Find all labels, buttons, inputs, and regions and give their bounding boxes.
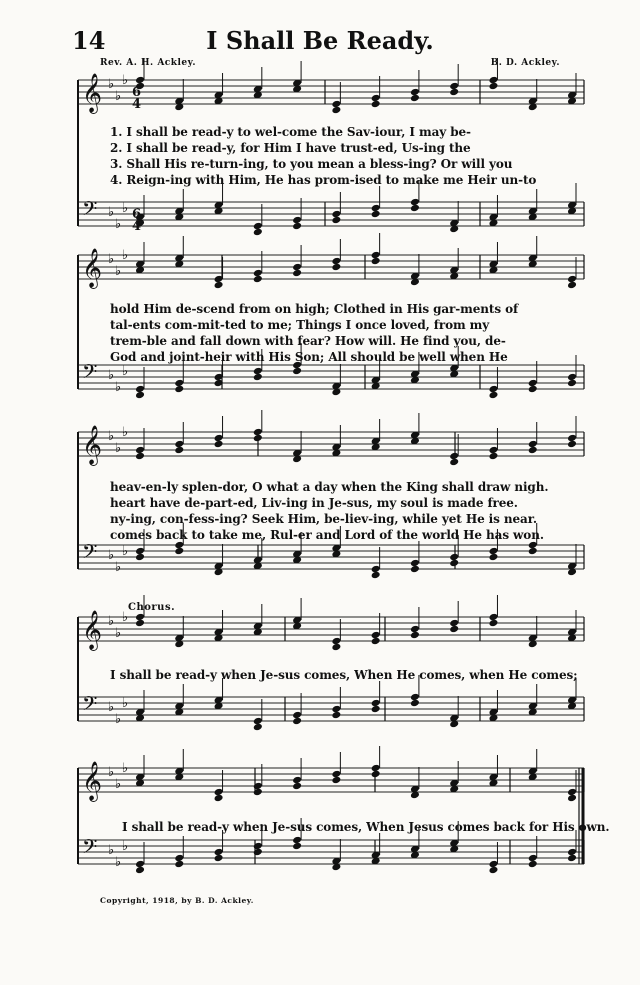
flat-icon: ♭ (115, 441, 122, 456)
treble-clef-icon: 𝄞 (82, 610, 103, 650)
flat-icon: ♭ (122, 425, 129, 440)
note-head (567, 794, 577, 803)
flat-icon: ♭ (115, 626, 122, 641)
lyric-line: 4. Reign-ing with Him, He has prom-ised to make me Heir un-to (110, 173, 537, 187)
flat-icon: ♭ (115, 855, 122, 870)
note-head (488, 619, 498, 628)
flat-icon: ♭ (108, 205, 115, 220)
bass-clef-icon: 𝄢 (82, 692, 98, 720)
note-head (214, 281, 224, 290)
flat-icon: ♭ (122, 696, 129, 711)
lyric-line: 3. Shall His re-turn-ing, to you mean a bless-ing? Or will you (110, 157, 513, 171)
note-head (410, 565, 420, 574)
note-head (292, 269, 302, 278)
flat-icon: ♭ (115, 560, 122, 575)
lyric-line: ny-ing, con-fess-ing? Seek Him, be-liev-ing, while yet He is near. (110, 512, 537, 526)
treble-clef-icon: 𝄞 (82, 761, 103, 801)
note-head (174, 385, 184, 394)
flat-icon: ♭ (108, 700, 115, 715)
note-head (371, 770, 381, 779)
flat-icon: ♭ (115, 217, 122, 232)
flat-icon: ♭ (122, 761, 129, 776)
time-signature: 4 (132, 219, 142, 234)
lyric-line: God and joint-heir with His Son; All should be well when He (110, 350, 508, 364)
flat-icon: ♭ (108, 614, 115, 629)
flat-icon: ♭ (108, 77, 115, 92)
bass-clef-icon: 𝄢 (82, 197, 98, 225)
note-head (488, 866, 498, 875)
time-signature: 6 (132, 207, 142, 222)
note-head (292, 717, 302, 726)
flat-icon: ♭ (115, 712, 122, 727)
flat-icon: ♭ (108, 368, 115, 383)
note-head (135, 452, 145, 461)
note-head (174, 547, 184, 556)
note-head (292, 222, 302, 231)
note-head (135, 391, 145, 400)
flat-icon: ♭ (115, 777, 122, 792)
lyric-line: comes back to take me, Rul-er and Lord of the world He has won. (110, 528, 544, 542)
flat-icon: ♭ (115, 380, 122, 395)
note-head (253, 228, 263, 237)
note-head (253, 275, 263, 284)
lyric-line: trem-ble and fall down with fear? How will. He find you, de- (110, 334, 506, 348)
note-head (449, 625, 459, 634)
note-head (135, 619, 145, 628)
note-head (371, 705, 381, 714)
note-head (253, 788, 263, 797)
note-head (371, 571, 381, 580)
note-head (331, 711, 341, 720)
copyright-notice: Copyright, 1918, by B. D. Ackley. (100, 896, 254, 905)
flat-icon: ♭ (122, 248, 129, 263)
flat-icon: ♭ (122, 364, 129, 379)
note-head (567, 379, 577, 388)
note-head (331, 106, 341, 115)
note-head (292, 782, 302, 791)
note-head (214, 440, 224, 449)
time-signature: 4 (132, 97, 142, 112)
note-head (214, 854, 224, 863)
note-head (292, 367, 302, 376)
note-head (135, 866, 145, 875)
note-head (528, 547, 538, 556)
bass-clef-icon: 𝄢 (82, 540, 98, 568)
note-head (331, 263, 341, 272)
treble-clef-icon: 𝄞 (82, 73, 103, 113)
note-head (488, 452, 498, 461)
flat-icon: ♭ (122, 544, 129, 559)
lyric-line: heart have de-part-ed, Liv-ing in Je-sus, my soul is made free. (110, 496, 518, 510)
note-head (410, 699, 420, 708)
lyric-line: tal-ents com-mit-ted to me; Things I once loved, from my (110, 318, 490, 332)
flat-icon: ♭ (108, 843, 115, 858)
note-head (528, 385, 538, 394)
note-head (292, 842, 302, 851)
hymn-number: 14 (72, 26, 106, 55)
lyric-line: heav-en-ly splen-dor, O what a day when the King shall draw nigh. (110, 480, 549, 494)
treble-clef-icon: 𝄞 (82, 425, 103, 465)
note-head (371, 637, 381, 646)
lyric-line: 1. I shall be read-y to wel-come the Sav-iour, I may be- (110, 125, 471, 139)
flat-icon: ♭ (108, 548, 115, 563)
note-head (567, 440, 577, 449)
flat-icon: ♭ (115, 89, 122, 104)
note-head (331, 776, 341, 785)
treble-clef-icon: 𝄞 (82, 248, 103, 288)
flat-icon: ♭ (108, 429, 115, 444)
note-head (488, 82, 498, 91)
note-head (449, 559, 459, 568)
chorus-label: Chorus. (128, 602, 176, 613)
note-head (214, 794, 224, 803)
note-head (567, 854, 577, 863)
lyric-line: hold Him de-scend from on high; Clothed in His gar-ments of (110, 302, 519, 316)
note-head (371, 100, 381, 109)
note-head (371, 257, 381, 266)
flat-icon: ♭ (108, 252, 115, 267)
note-head (135, 553, 145, 562)
hymn-title: I Shall Be Ready. (206, 26, 434, 55)
flat-icon: ♭ (122, 610, 129, 625)
note-head (410, 204, 420, 213)
flat-icon: ♭ (122, 73, 129, 88)
note-head (567, 281, 577, 290)
note-head (253, 848, 263, 857)
note-head (449, 88, 459, 97)
note-head (331, 643, 341, 652)
note-head (410, 94, 420, 103)
note-head (174, 860, 184, 869)
lyricist-credit: Rev. A. H. Ackley. (100, 58, 196, 68)
note-head (253, 723, 263, 732)
note-head (174, 446, 184, 455)
time-signature: 6 (132, 85, 142, 100)
lyric-line: I shall be read-y when Je-sus comes, When He comes, when He comes; (110, 668, 578, 682)
flat-icon: ♭ (115, 264, 122, 279)
flat-icon: ♭ (122, 839, 129, 854)
bass-clef-icon: 𝄢 (82, 360, 98, 388)
note-head (410, 631, 420, 640)
lyric-line: I shall be read-y when Je-sus comes, When Jesus comes back for His own. (122, 820, 610, 834)
note-head (528, 446, 538, 455)
composer-credit: B. D. Ackley. (490, 58, 560, 68)
bass-clef-icon: 𝄢 (82, 835, 98, 863)
note-head (253, 434, 263, 443)
flat-icon: ♭ (108, 765, 115, 780)
lyric-line: 2. I shall be read-y, for Him I have trust-ed, Us-ing the (110, 141, 471, 155)
note-head (371, 210, 381, 219)
note-head (528, 860, 538, 869)
note-head (449, 458, 459, 467)
note-head (331, 216, 341, 225)
note-head (488, 391, 498, 400)
flat-icon: ♭ (122, 201, 129, 216)
note-head (253, 373, 263, 382)
note-head (488, 553, 498, 562)
